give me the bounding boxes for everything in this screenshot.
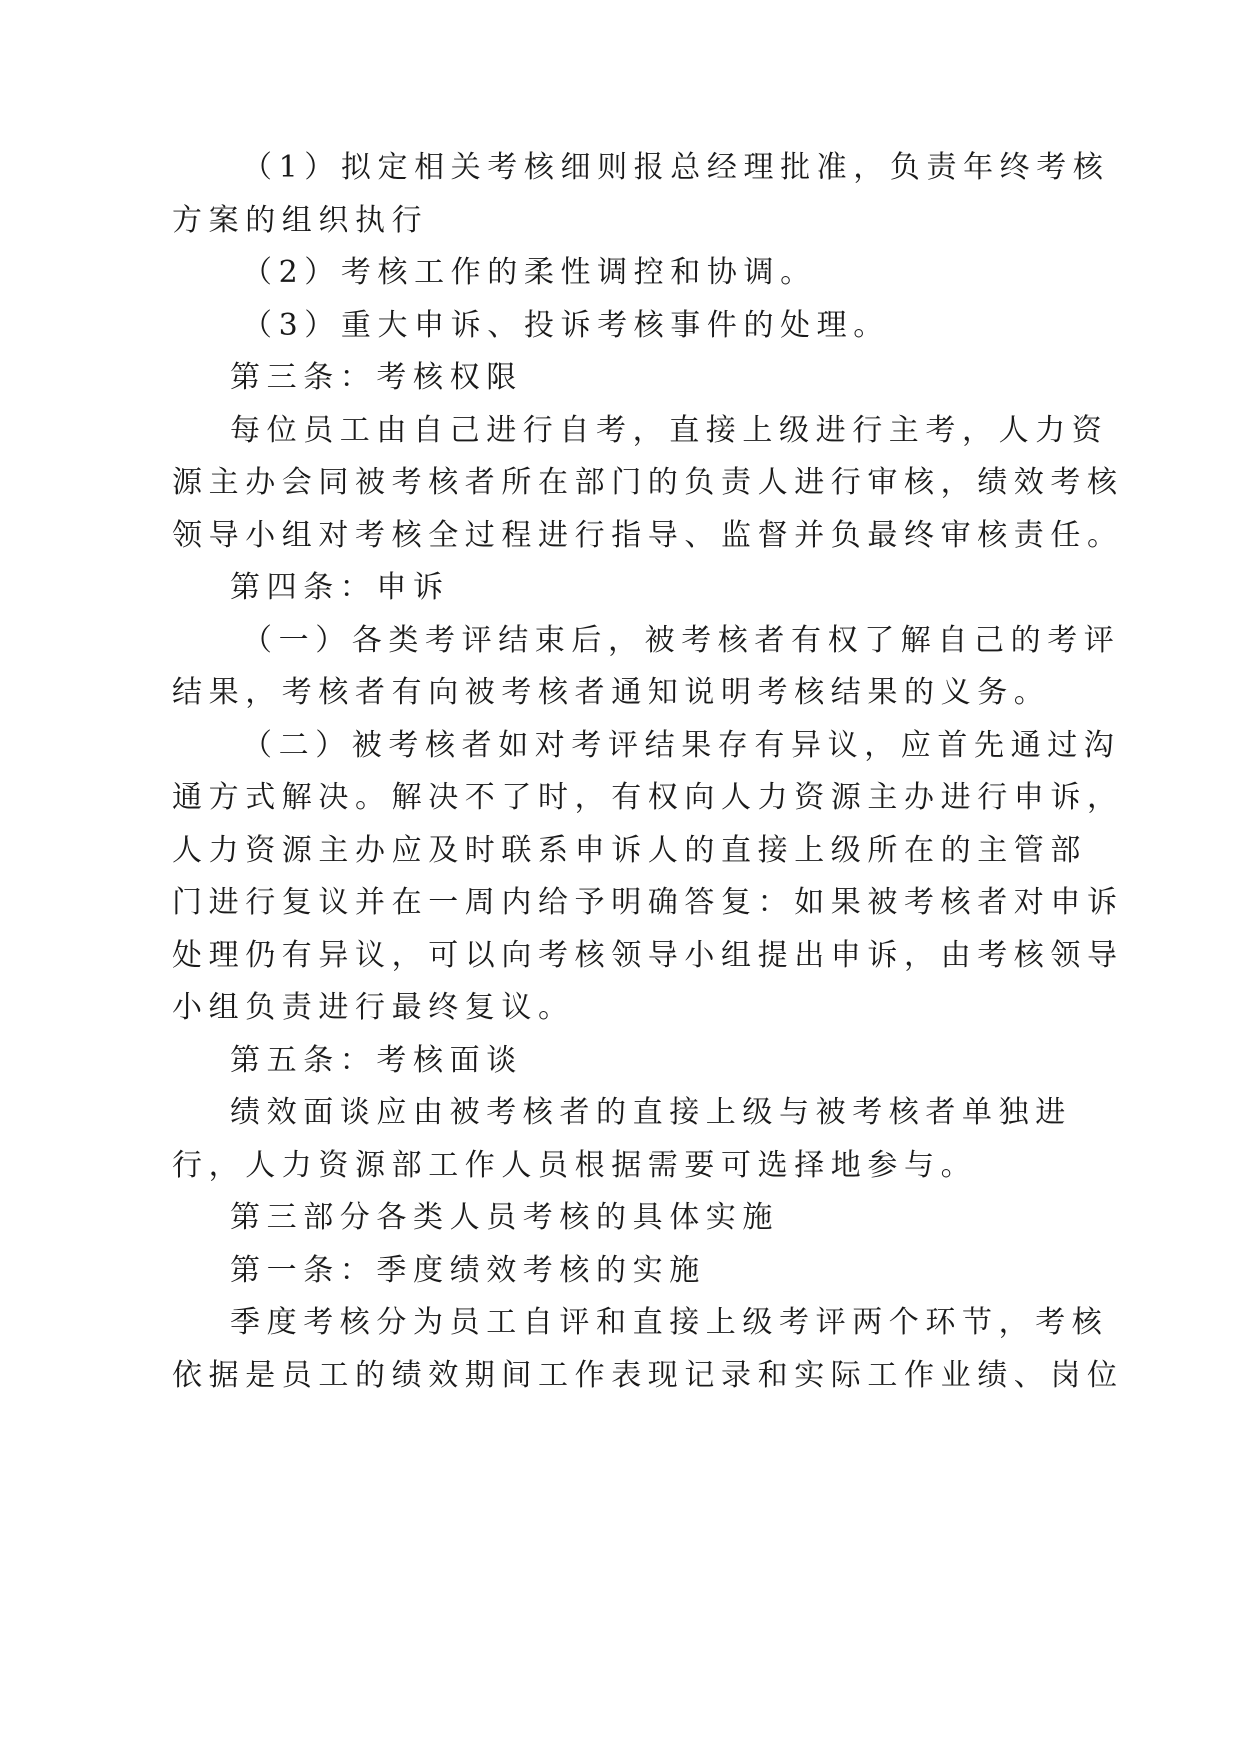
text-line: 门进行复议并在一周内给予明确答复：如果被考核者对申诉 — [172, 885, 1124, 920]
section-heading: 第一条：季度绩效考核的实施 — [230, 1253, 706, 1288]
text-line: （2）考核工作的柔性调控和协调。 — [242, 255, 817, 290]
text-line: 结果，考核者有向被考核者通知说明考核结果的义务。 — [172, 675, 1051, 710]
text-line: 每位员工由自己进行自考，直接上级进行主考，人力资 — [230, 413, 1109, 448]
section-heading: 第三条：考核权限 — [230, 360, 523, 395]
text-line: 源主办会同被考核者所在部门的负责人进行审核，绩效考核 — [172, 465, 1124, 500]
text-line: 季度考核分为员工自评和直接上级考评两个环节，考核 — [230, 1305, 1109, 1340]
text-line: 人力资源主办应及时联系申诉人的直接上级所在的主管部 — [172, 833, 1087, 868]
text-line: 绩效面谈应由被考核者的直接上级与被考核者单独进 — [230, 1095, 1072, 1130]
text-line: 领导小组对考核全过程进行指导、监督并负最终审核责任。 — [172, 518, 1124, 553]
text-line: 行，人力资源部工作人员根据需要可选择地参与。 — [172, 1148, 978, 1183]
text-line: 依据是员工的绩效期间工作表现记录和实际工作业绩、岗位 — [172, 1358, 1124, 1393]
text-line: 通方式解决。解决不了时，有权向人力资源主办进行申诉， — [172, 780, 1124, 815]
text-line: （二）被考核者如对考评结果存有异议，应首先通过沟 — [242, 728, 1121, 763]
section-heading: 第五条：考核面谈 — [230, 1043, 523, 1078]
text-line: 方案的组织执行 — [172, 203, 429, 238]
text-line: 小组负责进行最终复议。 — [172, 990, 575, 1025]
text-line: （3）重大申诉、投诉考核事件的处理。 — [242, 308, 890, 343]
section-heading: 第三部分各类人员考核的具体实施 — [230, 1200, 779, 1235]
section-heading: 第四条：申诉 — [230, 570, 450, 605]
text-line: （1）拟定相关考核细则报总经理批准，负责年终考核 — [242, 150, 1110, 185]
text-line: （一）各类考评结束后，被考核者有权了解自己的考评 — [242, 623, 1121, 658]
text-line: 处理仍有异议，可以向考核领导小组提出申诉，由考核领导 — [172, 938, 1124, 973]
